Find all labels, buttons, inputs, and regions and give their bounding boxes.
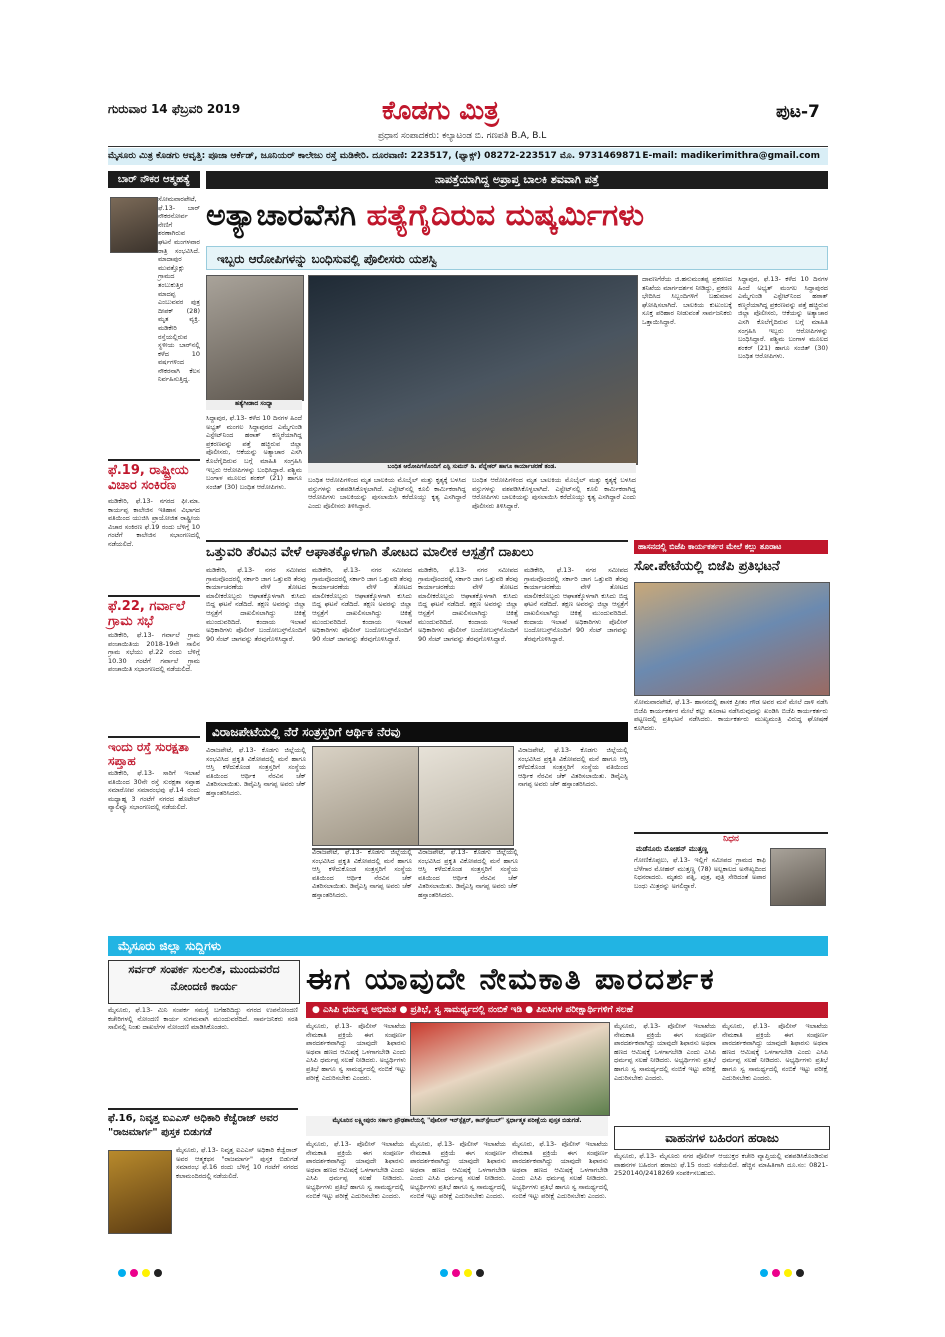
- lead-kicker: ನಾಪತ್ತೆಯಾಗಿದ್ದ ಅಪ್ರಾಪ್ತ ಬಾಲಕಿ ಶವವಾಗಿ ಪತ್ತೆ: [206, 171, 828, 189]
- encroachment-body-col2: ಮಡಿಕೇರಿ, ಫೆ.13- ನಗರ ಸಮೀಪದ ಗ್ರಾಮವೊಂದರಲ್ಲಿ ಸರ್ಕಾರಿ ಜಾಗ ಒತ್ತುವರಿ ತೆರವು ಕಾರ್ಯಾಚರಣೆಯ ವೇಳೆ ತೋಟದ ಮಾಲೀಕರೊಬ್ಬರು ಆಘಾತಕ್ಕೊಳಗಾಗಿ ಕುಸಿದು ಬಿದ್ದ ಘಟನೆ ನಡೆದಿದೆ. ತಕ್ಷಣ ಅವರನ್ನು ಜಿಲ್ಲಾ ಆಸ್ಪತ್ರೆಗೆ ದಾಖಲಿಸಲಾಗಿದ್ದು ಚಿಕಿತ್ಸೆ ಮುಂದುವರಿದಿದೆ. ಕಂದಾಯ ಇಲಾಖೆ ಅಧಿಕಾರಿಗಳು ಪೊಲೀಸ್ ಬಂದೋಬಸ್ತ್‌ನೊಂದಿಗೆ 90 ಸೆಂಟ್ ಜಾಗವನ್ನು ತೆರವುಗೊಳಿಸಿದ್ದಾರೆ.: [312, 566, 412, 643]
- lead-body-col2: ಬಂಧಿತ ಆರೋಪಿಗಳಿಂದ ಮೃತ ಬಾಲಕಿಯ ಮೊಬೈಲ್ ಮತ್ತು ಕೃತ್ಯಕ್ಕೆ ಬಳಸಿದ ವಸ್ತುಗಳನ್ನು ವಶಪಡಿಸಿಕೊಳ್ಳಲಾಗಿದೆ. ಎಸ್ಟೇಟ್‌ನಲ್ಲಿ ಕೂಲಿ ಕಾರ್ಮಿಕರಾಗಿದ್ದ ಆರೋಪಿಗಳು ಬಾಲಕಿಯನ್ನು ಪುಸಲಾಯಿಸಿ ಕರೆದೊಯ್ದು ಕೃತ್ಯ ಎಸಗಿದ್ದಾರೆ ಎಂದು ಪೊಲೀಸರು ತಿಳಿಸಿದ್ದಾರೆ.: [308, 476, 466, 510]
- lead-headline: [206, 192, 828, 240]
- headline-seminar: ಫೆ.19, ರಾಷ್ಟ್ರೀಯ ವಿಚಾರ ಸಂಕಿರಣ: [108, 459, 200, 493]
- address-text: ಮೈಸೂರು ಮಿತ್ರ ಕೊಡಗು ಆವೃತ್ತಿ: ಪೂಜಾ ಆರ್ಕೆಡ್, ಜೂನಿಯರ್ ಕಾಲೇಜು ರಸ್ತೆ ಮಡಿಕೇರಿ. ದೂರವಾಣಿ: 223517, (ಫ್ಯಾಕ್ಸ್) 08272-223517 ಮೊ. 9731469871: [108, 151, 641, 161]
- page-number: ಪುಟ-7: [776, 102, 820, 122]
- encroachment-headline: ಒತ್ತುವರಿ ತೆರವಿನ ವೇಳೆ ಆಘಾತಕ್ಕೊಳಗಾಗಿ ತೋಟದ ಮಾಲೀಕ ಆಸ್ಪತ್ರೆಗೆ ದಾಖಲು: [206, 540, 628, 564]
- server-headline: ಸರ್ವರ್ ಸಂಪರ್ಕ ಸುಲಲಿತ, ಮುಂದುವರೆದ ನೋಂದಣಿ ಕಾರ್ಯ: [108, 960, 300, 1004]
- lead-subhead: ಇಬ್ಬರು ಆರೋಪಿಗಳನ್ನು ಬಂಧಿಸುವಲ್ಲಿ ಪೊಲೀಸರು ಯಶಸ್ವಿ: [206, 246, 828, 270]
- book-release-body: ಮೈಸೂರು, ಫೆ.13- ನಿವೃತ್ತ ಐಎಎಸ್ ಅಧಿಕಾರಿ ಕೆಜ್ವೆರಾಜ್ ಅವರ ಆತ್ಮಕಥನ "ರಾಜಮಾರ್ಗ" ಪುಸ್ತಕ ಬಿಡುಗಡೆ ಸಮಾರಂಭ ಫೆ.16 ರಂದು ಬೆಳಿಗ್ಗೆ 10 ಗಂಟೆಗೆ ನಗರದ ಕಲಾಮಂದಿರದಲ್ಲಿ ನಡೆಯಲಿದೆ.: [176, 1146, 298, 1180]
- obituary-label: ನಿಧನ: [723, 834, 739, 844]
- lead-body-col4: ದಾವಣಗೆರೆಯ ಜಿ.ಹನುಮಂತಪ್ಪ ಪ್ರಕರಣದ ತನಿಖೆಯ ಮಾರ್ಗದರ್ಶನ ನೀಡಿದ್ದು, ಪ್ರಕರಣ ಭೇದಿಸಿದ ಸಿಬ್ಬಂದಿಗಳಿಗೆ ಬಹುಮಾನ ಘೋಷಿಸಲಾಗಿದೆ. ಬಾಲಕಿಯ ಕುಟುಂಬಕ್ಕೆ ಸೂಕ್ತ ಪರಿಹಾರ ನೀಡುವಂತೆ ಸಾರ್ವಜನಿಕರು ಒತ್ತಾಯಿಸಿದ್ದಾರೆ.: [642, 275, 732, 326]
- issue-date: ಗುರುವಾರ 14 ಫೆಬ್ರವರಿ 2019: [108, 102, 241, 116]
- encroachment-body-col1: ಮಡಿಕೇರಿ, ಫೆ.13- ನಗರ ಸಮೀಪದ ಗ್ರಾಮವೊಂದರಲ್ಲಿ ಸರ್ಕಾರಿ ಜಾಗ ಒತ್ತುವರಿ ತೆರವು ಕಾರ್ಯಾಚರಣೆಯ ವೇಳೆ ತೋಟದ ಮಾಲೀಕರೊಬ್ಬರು ಆಘಾತಕ್ಕೊಳಗಾಗಿ ಕುಸಿದು ಬಿದ್ದ ಘಟನೆ ನಡೆದಿದೆ. ತಕ್ಷಣ ಅವರನ್ನು ಜಿಲ್ಲಾ ಆಸ್ಪತ್ರೆಗೆ ದಾಖಲಿಸಲಾಗಿದ್ದು ಚಿಕಿತ್ಸೆ ಮುಂದುವರಿದಿದೆ. ಕಂದಾಯ ಇಲಾಖೆ ಅಧಿಕಾರಿಗಳು ಪೊಲೀಸ್ ಬಂದೋಬಸ್ತ್‌ನೊಂದಿಗೆ 90 ಸೆಂಟ್ ಜಾಗವನ್ನು ತೆರವುಗೊಳಿಸಿದ್ದಾರೆ.: [206, 566, 306, 643]
- photo-relief-2: [418, 746, 514, 846]
- recruitment-body-col3: ಮೈಸೂರು, ಫೆ.13- ಪೊಲೀಸ್ ಇಲಾಖೆಯ ನೇಮಕಾತಿ ಪ್ರಕ್ರಿಯೆ ಈಗ ಸಂಪೂರ್ಣ ಪಾರದರ್ಶಕವಾಗಿದ್ದು ಯಾವುದೇ ಶಿಫಾರಸು ಅಥವಾ ಹಣದ ಆಮಿಷಕ್ಕೆ ಒಳಗಾಗಬೇಡಿ ಎಂದು ಎಸಿಪಿ ಧರ್ಮಪ್ಪ ಸಲಹೆ ನೀಡಿದರು. ಅಭ್ಯರ್ಥಿಗಳು ಪ್ರತಿಭೆ ಹಾಗೂ ಸ್ವ ಸಾಮರ್ಥ್ಯದಲ್ಲಿ ನಂಬಿಕೆ ಇಟ್ಟು ಪರೀಕ್ಷೆ ಎದುರಿಸಬೇಕು ಎಂದರು.: [410, 1140, 506, 1200]
- protest-body: ಸೋಮವಾರಪೇಟೆ, ಫೆ.13- ಹಾಸನದಲ್ಲಿ ಶಾಸಕ ಪ್ರೀತಂ ಗೌಡ ಅವರ ಮನೆ ಮೇಲೆ ದಾಳಿ ನಡೆಸಿ ಬಿಜೆಪಿ ಕಾರ್ಯಕರ್ತರ ಮೇಲೆ ಕಲ್ಲು ತೂರಾಟ ನಡೆಸಿರುವುದನ್ನು ಖಂಡಿಸಿ ಬಿಜೆಪಿ ಕಾರ್ಯಕರ್ತರು ಪಟ್ಟಣದಲ್ಲಿ ಪ್ರತಿಭಟನೆ ನಡೆಸಿದರು. ಕಾರ್ಯಕರ್ತರು ಮುಖ್ಯಮಂತ್ರಿ ವಿರುದ್ಧ ಘೋಷಣೆ ಕೂಗಿದರು.: [634, 698, 828, 732]
- arrest-caption: ಬಂಧಿತ ಆರೋಪಿಗಳೊಂದಿಗೆ ಎಸ್ಪಿ ಸುಮನ್ ಡಿ. ಪೆನ್ನೇಕರ್ ಹಾಗೂ ಕಾರ್ಯಾಚರಣೆ ತಂಡ.: [308, 463, 636, 473]
- photo-protest: [634, 582, 830, 696]
- registration-dots-left: [118, 1262, 166, 1281]
- virajpet-headline: ವಿರಾಜಪೇಟೆಯಲ್ಲಿ ನೆರೆ ಸಂತ್ರಸ್ತರಿಗೆ ಆರ್ಥಿಕ ನೆರವು: [206, 722, 628, 742]
- victim-caption: ಹತ್ಯೆಗೀಡಾದ ಸಂಧ್ಯಾ: [206, 400, 302, 410]
- obituary-name: ಮಡೆನೂರು ಮೋಹನ್ ಮುತ್ತಣ್ಣ: [636, 845, 708, 853]
- protest-kicker: ಹಾಸನದಲ್ಲಿ ಬಿಜೆಪಿ ಕಾರ್ಯಕರ್ತರ ಮೇಲೆ ಕಲ್ಲು ತೂರಾಟ: [634, 540, 828, 554]
- story-road-safety: ಮಡಿಕೇರಿ, ಫೆ.13- ಸಾರಿಗೆ ಇಲಾಖೆ ವತಿಯಿಂದ 30ನೇ ರಸ್ತೆ ಸುರಕ್ಷತಾ ಸಪ್ತಾಹ ಸಮಾರೋಪ ಸಮಾರಂಭವು ಫೆ.14 ರಂದು ಮಧ್ಯಾಹ್ನ 3 ಗಂಟೆಗೆ ನಗರದ ಹೊಟೇಲ್ ವ್ಯಾಲಿವ್ಯೂ ಸಭಾಂಗಣದಲ್ಲಿ ನಡೆಯಲಿದೆ.: [108, 769, 200, 812]
- recruitment-body-col1: ಮೈಸೂರು, ಫೆ.13- ಪೊಲೀಸ್ ಇಲಾಖೆಯ ನೇಮಕಾತಿ ಪ್ರಕ್ರಿಯೆ ಈಗ ಸಂಪೂರ್ಣ ಪಾರದರ್ಶಕವಾಗಿದ್ದು ಯಾವುದೇ ಶಿಫಾರಸು ಅಥವಾ ಹಣದ ಆಮಿಷಕ್ಕೆ ಒಳಗಾಗಬೇಡಿ ಎಂದು ಎಸಿಪಿ ಧರ್ಮಪ್ಪ ಸಲಹೆ ನೀಡಿದರು. ಅಭ್ಯರ್ಥಿಗಳು ಪ್ರತಿಭೆ ಹಾಗೂ ಸ್ವ ಸಾಮರ್ಥ್ಯದಲ್ಲಿ ನಂಬಿಕೆ ಇಟ್ಟು ಪರೀಕ್ಷೆ ಎದುರಿಸಬೇಕು ಎಂದರು.: [306, 1022, 406, 1082]
- obituary-body: ಗೋಣಿಕೊಪ್ಪಲು, ಫೆ.13- ಇಲ್ಲಿಗೆ ಸಮೀಪದ ಗ್ರಾಮದ ಕಾಫಿ ಬೆಳೆಗಾರ ಮೋಹನ್ ಮುತ್ತಣ್ಣ (78) ಅಲ್ಪಕಾಲದ ಅಸೌಖ್ಯದಿಂದ ನಿಧನರಾದರು. ಮೃತರು ಪತ್ನಿ, ಪುತ್ರ, ಪುತ್ರಿ ಸೇರಿದಂತೆ ಅಪಾರ ಬಂಧು ಮಿತ್ರರನ್ನು ಅಗಲಿದ್ದಾರೆ.: [634, 856, 766, 890]
- auction-headline: ವಾಹನಗಳ ಬಹಿರಂಗ ಹರಾಜು: [614, 1126, 830, 1150]
- recruitment-strip: ● ಎಸಿಪಿ ಧರ್ಮಪ್ಪ ಅಭಿಮತ ● ಪ್ರತಿಭೆ, ಸ್ವ ಸಾಮರ್ಥ್ಯದಲ್ಲಿ ನಂಬಿಕೆ ಇಡಿ ● ಪಿಐಸಿಗಳ ಪರೀಕ್ಷಾರ್ಥಿಗಳಿಗೆ ಸಲಹೆ: [306, 1002, 828, 1018]
- recruitment-body-col4: ಮೈಸೂರು, ಫೆ.13- ಪೊಲೀಸ್ ಇಲಾಖೆಯ ನೇಮಕಾತಿ ಪ್ರಕ್ರಿಯೆ ಈಗ ಸಂಪೂರ್ಣ ಪಾರದರ್ಶಕವಾಗಿದ್ದು ಯಾವುದೇ ಶಿಫಾರಸು ಅಥವಾ ಹಣದ ಆಮಿಷಕ್ಕೆ ಒಳಗಾಗಬೇಡಿ ಎಂದು ಎಸಿಪಿ ಧರ್ಮಪ್ಪ ಸಲಹೆ ನೀಡಿದರು. ಅಭ್ಯರ್ಥಿಗಳು ಪ್ರತಿಭೆ ಹಾಗೂ ಸ್ವ ಸಾಮರ್ಥ್ಯದಲ್ಲಿ ನಂಬಿಕೆ ಇಟ್ಟು ಪರೀಕ್ಷೆ ಎದುರಿಸಬೇಕು ಎಂದರು.: [512, 1140, 608, 1200]
- photo-book-cover: [108, 1150, 172, 1234]
- lead-headline-red: ಹತ್ಯೆಗೈದಿರುವ ದುಷ್ಕರ್ಮಿಗಳು: [366, 198, 645, 233]
- address-bar: [108, 148, 828, 165]
- headline-road-safety: ಇಂದು ರಸ್ತೆ ಸುರಕ್ಷತಾ ಸಪ್ತಾಹ: [108, 736, 200, 768]
- photo-arrest: [308, 275, 638, 465]
- photo-obituary: [770, 848, 826, 906]
- virajpet-body-col1: ವಿರಾಜಪೇಟೆ, ಫೆ.13- ಕೊಡಗು ಜಿಲ್ಲೆಯಲ್ಲಿ ಸಂಭವಿಸಿದ ಪ್ರಕೃತಿ ವಿಕೋಪದಲ್ಲಿ ಮನೆ ಹಾಗೂ ಆಸ್ತಿ ಕಳೆದುಕೊಂಡ ಸಂತ್ರಸ್ತರಿಗೆ ಸಂಸ್ಥೆಯ ವತಿಯಿಂದ ಆರ್ಥಿಕ ನೆರವಿನ ಚೆಕ್ ವಿತರಿಸಲಾಯಿತು. ಡಿವೈಎಸ್ಪಿ ನಾಗಪ್ಪ ಅವರು ಚೆಕ್ ಹಸ್ತಾಂತರಿಸಿದರು.: [206, 746, 306, 797]
- virajpet-body-col4: ವಿರಾಜಪೇಟೆ, ಫೆ.13- ಕೊಡಗು ಜಿಲ್ಲೆಯಲ್ಲಿ ಸಂಭವಿಸಿದ ಪ್ರಕೃತಿ ವಿಕೋಪದಲ್ಲಿ ಮನೆ ಹಾಗೂ ಆಸ್ತಿ ಕಳೆದುಕೊಂಡ ಸಂತ್ರಸ್ತರಿಗೆ ಸಂಸ್ಥೆಯ ವತಿಯಿಂದ ಆರ್ಥಿಕ ನೆರವಿನ ಚೆಕ್ ವಿತರಿಸಲಾಯಿತು. ಡಿವೈಎಸ್ಪಿ ನಾಗಪ್ಪ ಅವರು ಚೆಕ್ ಹಸ್ತಾಂತರಿಸಿದರು.: [518, 746, 628, 789]
- header-rule: [108, 146, 828, 147]
- lead-body-col3: ಬಂಧಿತ ಆರೋಪಿಗಳಿಂದ ಮೃತ ಬಾಲಕಿಯ ಮೊಬೈಲ್ ಮತ್ತು ಕೃತ್ಯಕ್ಕೆ ಬಳಸಿದ ವಸ್ತುಗಳನ್ನು ವಶಪಡಿಸಿಕೊಳ್ಳಲಾಗಿದೆ. ಎಸ್ಟೇಟ್‌ನಲ್ಲಿ ಕೂಲಿ ಕಾರ್ಮಿಕರಾಗಿದ್ದ ಆರೋಪಿಗಳು ಬಾಲಕಿಯನ್ನು ಪುಸಲಾಯಿಸಿ ಕರೆದೊಯ್ದು ಕೃತ್ಯ ಎಸಗಿದ್ದಾರೆ ಎಂದು ಪೊಲೀಸರು ತಿಳಿಸಿದ್ದಾರೆ.: [472, 476, 636, 510]
- editor-line: ಪ್ರಧಾನ ಸಂಪಾದಕರು: ಕಲ್ಯಾಟಂಡ ಬಿ. ಗಣಪತಿ B.A, B.L: [378, 131, 547, 141]
- encroachment-body-col3: ಮಡಿಕೇರಿ, ಫೆ.13- ನಗರ ಸಮೀಪದ ಗ್ರಾಮವೊಂದರಲ್ಲಿ ಸರ್ಕಾರಿ ಜಾಗ ಒತ್ತುವರಿ ತೆರವು ಕಾರ್ಯಾಚರಣೆಯ ವೇಳೆ ತೋಟದ ಮಾಲೀಕರೊಬ್ಬರು ಆಘಾತಕ್ಕೊಳಗಾಗಿ ಕುಸಿದು ಬಿದ್ದ ಘಟನೆ ನಡೆದಿದೆ. ತಕ್ಷಣ ಅವರನ್ನು ಜಿಲ್ಲಾ ಆಸ್ಪತ್ರೆಗೆ ದಾಖಲಿಸಲಾಗಿದ್ದು ಚಿಕಿತ್ಸೆ ಮುಂದುವರಿದಿದೆ. ಕಂದಾಯ ಇಲಾಖೆ ಅಧಿಕಾರಿಗಳು ಪೊಲೀಸ್ ಬಂದೋಬಸ್ತ್‌ನೊಂದಿಗೆ 90 ಸೆಂಟ್ ಜಾಗವನ್ನು ತೆರವುಗೊಳಿಸಿದ್ದಾರೆ.: [418, 566, 518, 643]
- encroachment-body-col4: ಮಡಿಕೇರಿ, ಫೆ.13- ನಗರ ಸಮೀಪದ ಗ್ರಾಮವೊಂದರಲ್ಲಿ ಸರ್ಕಾರಿ ಜಾಗ ಒತ್ತುವರಿ ತೆರವು ಕಾರ್ಯಾಚರಣೆಯ ವೇಳೆ ತೋಟದ ಮಾಲೀಕರೊಬ್ಬರು ಆಘಾತಕ್ಕೊಳಗಾಗಿ ಕುಸಿದು ಬಿದ್ದ ಘಟನೆ ನಡೆದಿದೆ. ತಕ್ಷಣ ಅವರನ್ನು ಜಿಲ್ಲಾ ಆಸ್ಪತ್ರೆಗೆ ದಾಖಲಿಸಲಾಗಿದ್ದು ಚಿಕಿತ್ಸೆ ಮುಂದುವರಿದಿದೆ. ಕಂದಾಯ ಇಲಾಖೆ ಅಧಿಕಾರಿಗಳು ಪೊಲೀಸ್ ಬಂದೋಬಸ್ತ್‌ನೊಂದಿಗೆ 90 ಸೆಂಟ್ ಜಾಗವನ್ನು ತೆರವುಗೊಳಿಸಿದ್ದಾರೆ.: [524, 566, 628, 643]
- recruitment-body-col5: ಮೈಸೂರು, ಫೆ.13- ಪೊಲೀಸ್ ಇಲಾಖೆಯ ನೇಮಕಾತಿ ಪ್ರಕ್ರಿಯೆ ಈಗ ಸಂಪೂರ್ಣ ಪಾರದರ್ಶಕವಾಗಿದ್ದು ಯಾವುದೇ ಶಿಫಾರಸು ಅಥವಾ ಹಣದ ಆಮಿಷಕ್ಕೆ ಒಳಗಾಗಬೇಡಿ ಎಂದು ಎಸಿಪಿ ಧರ್ಮಪ್ಪ ಸಲಹೆ ನೀಡಿದರು. ಅಭ್ಯರ್ಥಿಗಳು ಪ್ರತಿಭೆ ಹಾಗೂ ಸ್ವ ಸಾಮರ್ಥ್ಯದಲ್ಲಿ ನಂಬಿಕೆ ಇಟ್ಟು ಪರೀಕ್ಷೆ ಎದುರಿಸಬೇಕು ಎಂದರು.: [614, 1022, 716, 1082]
- recruitment-headline: ಈಗ ಯಾವುದೇ ನೇಮಕಾತಿ ಪಾರದರ್ಶಕ: [306, 962, 716, 997]
- mysuru-news-banner: ಮೈಸೂರು ಜಿಲ್ಲಾ ಸುದ್ದಿಗಳು: [108, 936, 828, 956]
- registration-dots-center: [440, 1262, 488, 1281]
- left-column: [108, 171, 200, 941]
- story-suicide: ಸೋಮವಾರಪೇಟೆ, ಫೆ.13- ಬಾರ್ ನೌಕರನೋರ್ವ ನೇಣಿಗೆ ಶರಣಾಗಿರುವ ಘಟನೆ ಮಂಗಳವಾರ ರಾತ್ರಿ ಸಂಭವಿಸಿದೆ. ಮಾದಾಪುರ ಮುವತ್ತೊಕ್ಲು ಗ್ರಾಮದ ತಂಬುಕುತ್ತಿರ ಮಾದಪ್ಪ ಎಂಬುವವರ ಪುತ್ರ ದೀಪಕ್ (28) ಮೃತ ವ್ಯಕ್ತಿ. ಮಡಿಕೇರಿ ರಸ್ತೆಯಲ್ಲಿರುವ ಸ್ಥಳೀಯ ಬಾರ್‌ನಲ್ಲಿ ಕಳೆದ 10 ವರ್ಷಗಳಿಂದ ನೌಕರನಾಗಿ ಕೆಲಸ ನಿರ್ವಹಿಸುತ್ತಿದ್ದ.: [158, 195, 200, 384]
- photo-victim: [206, 275, 304, 401]
- registration-dots-right: [760, 1262, 808, 1281]
- email-text: E-mail: madikerimithra@gmail.com: [642, 151, 820, 161]
- headline-gram-sabha: ಫೆ.22, ಗರ್ವಾಲೆ ಗ್ರಾಮ ಸಭೆ: [108, 595, 200, 629]
- protest-headline: ಸೋ.ಪೇಟೆಯಲ್ಲಿ ಬಿಜೆಪಿ ಪ್ರತಿಭಟನೆ: [634, 559, 780, 574]
- virajpet-body-col2: ವಿರಾಜಪೇಟೆ, ಫೆ.13- ಕೊಡಗು ಜಿಲ್ಲೆಯಲ್ಲಿ ಸಂಭವಿಸಿದ ಪ್ರಕೃತಿ ವಿಕೋಪದಲ್ಲಿ ಮನೆ ಹಾಗೂ ಆಸ್ತಿ ಕಳೆದುಕೊಂಡ ಸಂತ್ರಸ್ತರಿಗೆ ಸಂಸ್ಥೆಯ ವತಿಯಿಂದ ಆರ್ಥಿಕ ನೆರವಿನ ಚೆಕ್ ವಿತರಿಸಲಾಯಿತು. ಡಿವೈಎಸ್ಪಿ ನಾಗಪ್ಪ ಅವರು ಚೆಕ್ ಹಸ್ತಾಂತರಿಸಿದರು.: [312, 848, 412, 899]
- lead-body-col1: ಸಿದ್ದಾಪುರ, ಫೆ.13- ಕಳೆದ 10 ದಿನಗಳ ಹಿಂದೆ ಅಭ್ಯತ್ ಮಂಗಲ ಸಿದ್ದಾಪುರದ ಎಮ್ಮೆಗುಂಡಿ ಎಸ್ಟೇಟ್‌ನಿಂದ ಹಠಾತ್ ಕಣ್ಮರೆಯಾಗಿದ್ದ ಪ್ರಕರಣವನ್ನು ಪತ್ತೆ ಹಚ್ಚಿರುವ ಜಿಲ್ಲಾ ಪೊಲೀಸರು, ಆಕೆಯನ್ನು ಅತ್ಯಾಚಾರ ಎಸಗಿ ಕೊಲೆಗೈದಿರುವ ಬಗ್ಗೆ ಮಾಹಿತಿ ಸಂಗ್ರಹಿಸಿ ಇಬ್ಬರು ಆರೋಪಿಗಳನ್ನು ಬಂಧಿಸಿದ್ದಾರೆ. ಪಶ್ಚಿಮ ಬಂಗಾಳ ಮೂಲದ ಶಂಕರ್ (21) ಹಾಗೂ ಸಂಜಿತ್ (30) ಬಂಧಿತ ಆರೋಪಿಗಳು.: [206, 414, 302, 491]
- auction-body: ಮೈಸೂರು, ಫೆ.13- ಮೈಸೂರು ನಗರ ಪೊಲೀಸ್ ಆಯುಕ್ತರ ಕಚೇರಿ ವ್ಯಾಪ್ತಿಯಲ್ಲಿ ವಶಪಡಿಸಿಕೊಂಡಿರುವ ವಾಹನಗಳ ಬಹಿರಂಗ ಹರಾಜು ಫೆ.15 ರಂದು ನಡೆಯಲಿದೆ. ಹೆಚ್ಚಿನ ಮಾಹಿತಿಗಾಗಿ ದೂ.ಸಂ: 0821-2520140/2418269 ಸಂಪರ್ಕಿಸಬಹುದು.: [614, 1152, 828, 1178]
- masthead-title: ಕೊಡಗು ಮಿತ್ರ: [382, 96, 500, 126]
- recruitment-body-col6: ಮೈಸೂರು, ಫೆ.13- ಪೊಲೀಸ್ ಇಲಾಖೆಯ ನೇಮಕಾತಿ ಪ್ರಕ್ರಿಯೆ ಈಗ ಸಂಪೂರ್ಣ ಪಾರದರ್ಶಕವಾಗಿದ್ದು ಯಾವುದೇ ಶಿಫಾರಸು ಅಥವಾ ಹಣದ ಆಮಿಷಕ್ಕೆ ಒಳಗಾಗಬೇಡಿ ಎಂದು ಎಸಿಪಿ ಧರ್ಮಪ್ಪ ಸಲಹೆ ನೀಡಿದರು. ಅಭ್ಯರ್ಥಿಗಳು ಪ್ರತಿಭೆ ಹಾಗೂ ಸ್ವ ಸಾಮರ್ಥ್ಯದಲ್ಲಿ ನಂಬಿಕೆ ಇಟ್ಟು ಪರೀಕ್ಷೆ ಎದುರಿಸಬೇಕು ಎಂದರು.: [722, 1022, 828, 1082]
- obituary-box: [634, 832, 828, 934]
- story-seminar: ಮಡಿಕೇರಿ, ಫೆ.13- ನಗರದ ಫೀ.ಮಾ. ಕಾರ್ಯಪ್ಪ ಕಾಲೇಜಿನ ಇತಿಹಾಸ ವಿಭಾಗದ ವತಿಯಿಂದ ಯುಜಿಸಿ ಪ್ರಾಯೋಜಿತ ರಾಷ್ಟ್ರೀಯ ವಿಚಾರ ಸಂಕಿರಣ ಫೆ.19 ರಂದು ಬೆಳಿಗ್ಗೆ 10 ಗಂಟೆಗೆ ಕಾಲೇಜಿನ ಸಭಾಂಗಣದಲ್ಲಿ ನಡೆಯಲಿದೆ.: [108, 497, 200, 548]
- photo-recruitment: [410, 1022, 610, 1116]
- story-gram-sabha: ಮಡಿಕೇರಿ, ಫೆ.13- ಗರ್ವಾಲೆ ಗ್ರಾಮ ಪಂಚಾಯಿತಿಯ 2018-19ನೇ ಸಾಲಿನ ಗ್ರಾಮ ಸಭೆಯು ಫೆ.22 ರಂದು ಬೆಳಿಗ್ಗೆ 10.30 ಗಂಟೆಗೆ ಗರ್ವಾಲೆ ಗ್ರಾಮ ಪಂಚಾಯಿತಿ ಸಭಾಂಗಣದಲ್ಲಿ ನಡೆಯಲಿದೆ.: [108, 631, 200, 674]
- recruitment-body-col2: ಮೈಸೂರು, ಫೆ.13- ಪೊಲೀಸ್ ಇಲಾಖೆಯ ನೇಮಕಾತಿ ಪ್ರಕ್ರಿಯೆ ಈಗ ಸಂಪೂರ್ಣ ಪಾರದರ್ಶಕವಾಗಿದ್ದು ಯಾವುದೇ ಶಿಫಾರಸು ಅಥವಾ ಹಣದ ಆಮಿಷಕ್ಕೆ ಒಳಗಾಗಬೇಡಿ ಎಂದು ಎಸಿಪಿ ಧರ್ಮಪ್ಪ ಸಲಹೆ ನೀಡಿದರು. ಅಭ್ಯರ್ಥಿಗಳು ಪ್ರತಿಭೆ ಹಾಗೂ ಸ್ವ ಸಾಮರ್ಥ್ಯದಲ್ಲಿ ನಂಬಿಕೆ ಇಟ್ಟು ಪರೀಕ್ಷೆ ಎದುರಿಸಬೇಕು ಎಂದರು.: [306, 1140, 404, 1200]
- server-body: ಮೈಸೂರು, ಫೆ.13- ಮಿನಿ ಸಂಪರ್ಕ ಸಮಸ್ಯೆ ಬಗೆಹರಿದಿದ್ದು ನಗರದ ಉಪನೋಂದಣಿ ಕಚೇರಿಗಳಲ್ಲಿ ನೋಂದಣಿ ಕಾರ್ಯ ಸುಗಮವಾಗಿ ಮುಂದುವರೆದಿದೆ. ಸಾರ್ವಜನಿಕರು ಸರತಿ ಸಾಲಿನಲ್ಲಿ ನಿಂತು ದಾಖಲೆಗಳ ನೋಂದಣಿ ಮಾಡಿಸಿಕೊಂಡರು.: [108, 1006, 298, 1032]
- recruitment-caption: ಮೈಸೂರಿನ ಲಕ್ಷ್ಮೀಪುರಂ ಸರ್ಕಾರಿ ಪ್ರೌಢಶಾಲೆಯಲ್ಲಿ "ಪೊಲೀಸ್ ಇನ್‌ಸ್ಪೆಕ್ಟರ್, ಕಾನ್‌ಸ್ಟೇಬಲ್" ಸ್ಪರ್ಧಾತ್ಮಕ ಪರೀಕ್ಷೆಯ ಪುಸ್ತಕ ಬಿಡುಗಡೆ.: [306, 1116, 608, 1136]
- virajpet-body-col3: ವಿರಾಜಪೇಟೆ, ಫೆ.13- ಕೊಡಗು ಜಿಲ್ಲೆಯಲ್ಲಿ ಸಂಭವಿಸಿದ ಪ್ರಕೃತಿ ವಿಕೋಪದಲ್ಲಿ ಮನೆ ಹಾಗೂ ಆಸ್ತಿ ಕಳೆದುಕೊಂಡ ಸಂತ್ರಸ್ತರಿಗೆ ಸಂಸ್ಥೆಯ ವತಿಯಿಂದ ಆರ್ಥಿಕ ನೆರವಿನ ಚೆಕ್ ವಿತರಿಸಲಾಯಿತು. ಡಿವೈಎಸ್ಪಿ ನಾಗಪ್ಪ ಅವರು ಚೆಕ್ ಹಸ್ತಾಂತರಿಸಿದರು.: [418, 848, 518, 899]
- lead-headline-black: ಅತ್ಯಾಚಾರವೆಸಗಿ: [206, 198, 357, 233]
- book-release-headline: ಫೆ.16, ನಿವೃತ್ತ ಐಎಎಸ್ ಅಧಿಕಾರಿ ಕೆಜ್ವೆರಾಜ್ ಅವರ "ರಾಜಮಾರ್ಗ" ಪುಸ್ತಕ ಬಿಡುಗಡೆ: [108, 1108, 298, 1144]
- lead-body-col5: ಸಿದ್ದಾಪುರ, ಫೆ.13- ಕಳೆದ 10 ದಿನಗಳ ಹಿಂದೆ ಅಭ್ಯತ್ ಮಂಗಲ ಸಿದ್ದಾಪುರದ ಎಮ್ಮೆಗುಂಡಿ ಎಸ್ಟೇಟ್‌ನಿಂದ ಹಠಾತ್ ಕಣ್ಮರೆಯಾಗಿದ್ದ ಪ್ರಕರಣವನ್ನು ಪತ್ತೆ ಹಚ್ಚಿರುವ ಜಿಲ್ಲಾ ಪೊಲೀಸರು, ಆಕೆಯನ್ನು ಅತ್ಯಾಚಾರ ಎಸಗಿ ಕೊಲೆಗೈದಿರುವ ಬಗ್ಗೆ ಮಾಹಿತಿ ಸಂಗ್ರಹಿಸಿ ಇಬ್ಬರು ಆರೋಪಿಗಳನ್ನು ಬಂಧಿಸಿದ್ದಾರೆ. ಪಶ್ಚಿಮ ಬಂಗಾಳ ಮೂಲದ ಶಂಕರ್ (21) ಹಾಗೂ ಸಂಜಿತ್ (30) ಬಂಧಿತ ಆರೋಪಿಗಳು.: [738, 275, 828, 361]
- headline-bar-suicide: ಬಾರ್ ನೌಕರ ಆತ್ಮಹತ್ಯೆ: [108, 171, 200, 188]
